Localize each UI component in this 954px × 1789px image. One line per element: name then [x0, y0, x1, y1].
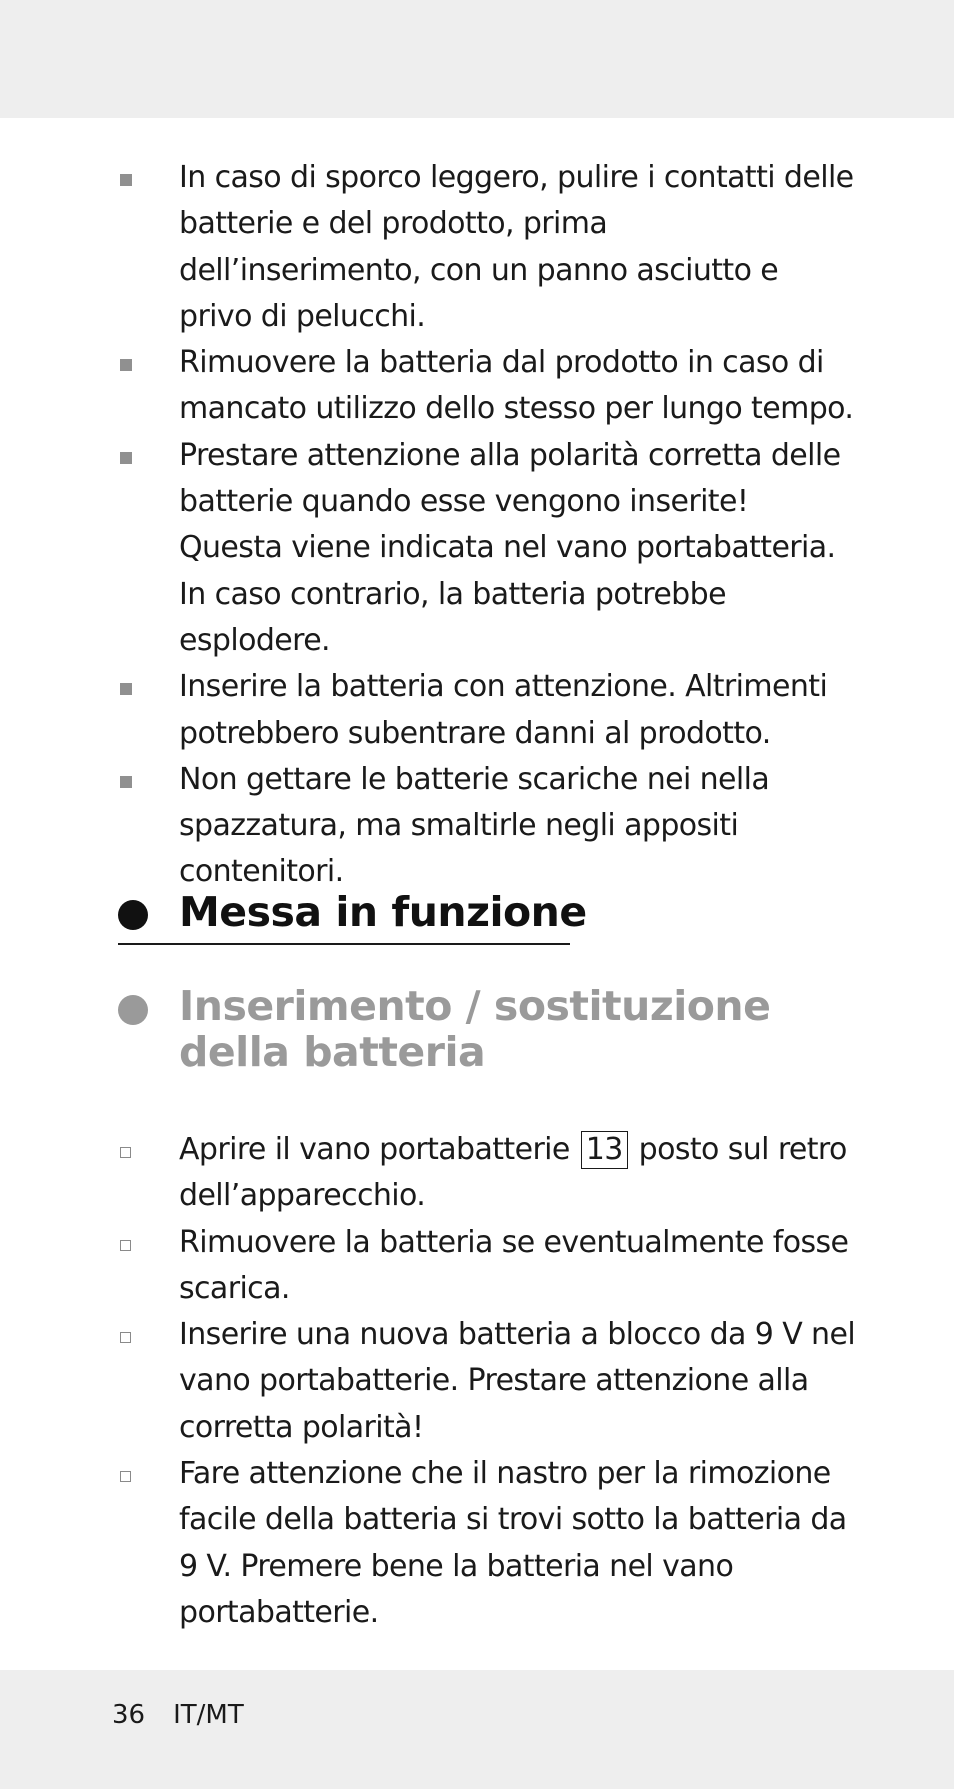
step-item: Rimuovere la batteria se eventualmente fosse scarica.: [118, 1220, 858, 1313]
square-bullet-icon: [120, 174, 132, 186]
list-item: Prestare attenzione alla polarità corretta delle batterie quando esse vengono inserite! Questa viene indicata nel vano portabatteria. In caso contrario, la batteria potrebbe esplodere.: [118, 433, 858, 664]
checkbox-bullet-icon: [120, 1147, 131, 1158]
page-footer: [112, 1700, 244, 1730]
battery-steps-list: [118, 1127, 858, 1636]
checkbox-bullet-icon: [120, 1471, 131, 1482]
locale-label: IT/MT: [173, 1700, 244, 1730]
step-item: Inserire una nuova batteria a blocco da 9 V nel vano portabatterie. Prestare attenzione alla corretta polarità!: [118, 1312, 858, 1451]
square-bullet-icon: [120, 776, 132, 788]
checkbox-bullet-icon: [120, 1332, 131, 1343]
section-heading: Messa in funzione: [118, 885, 570, 945]
checkbox-bullet-icon: [120, 1240, 131, 1251]
filled-circle-icon: [118, 900, 148, 930]
square-bullet-icon: [120, 359, 132, 371]
list-item: In caso di sporco leggero, pulire i contatti delle batterie e del prodotto, prima dell’inserimento, con un panno asciutto e privo di pelucchi.: [118, 155, 858, 340]
reference-number-box: 13: [581, 1131, 628, 1169]
grey-circle-icon: [118, 995, 148, 1025]
battery-safety-list: [118, 155, 858, 896]
page-number: 36: [112, 1700, 146, 1730]
top-margin-band: [0, 0, 954, 118]
step-item: Aprire il vano portabatterie 13 posto sul retro dell’apparecchio.: [118, 1127, 858, 1220]
step-item: Fare attenzione che il nastro per la rimozione facile della batteria si trovi sotto la batteria da 9 V. Premere bene la batteria nel vano portabatterie.: [118, 1451, 858, 1636]
list-item: Rimuovere la batteria dal prodotto in caso di mancato utilizzo dello stesso per lungo tempo.: [118, 340, 858, 433]
list-item: Inserire la batteria con attenzione. Altrimenti potrebbero subentrare danni al prodotto.: [118, 664, 858, 757]
square-bullet-icon: [120, 452, 132, 464]
square-bullet-icon: [120, 683, 132, 695]
list-item: Non gettare le batterie scariche nei nella spazzatura, ma smaltirle negli appositi contenitori.: [118, 757, 858, 896]
